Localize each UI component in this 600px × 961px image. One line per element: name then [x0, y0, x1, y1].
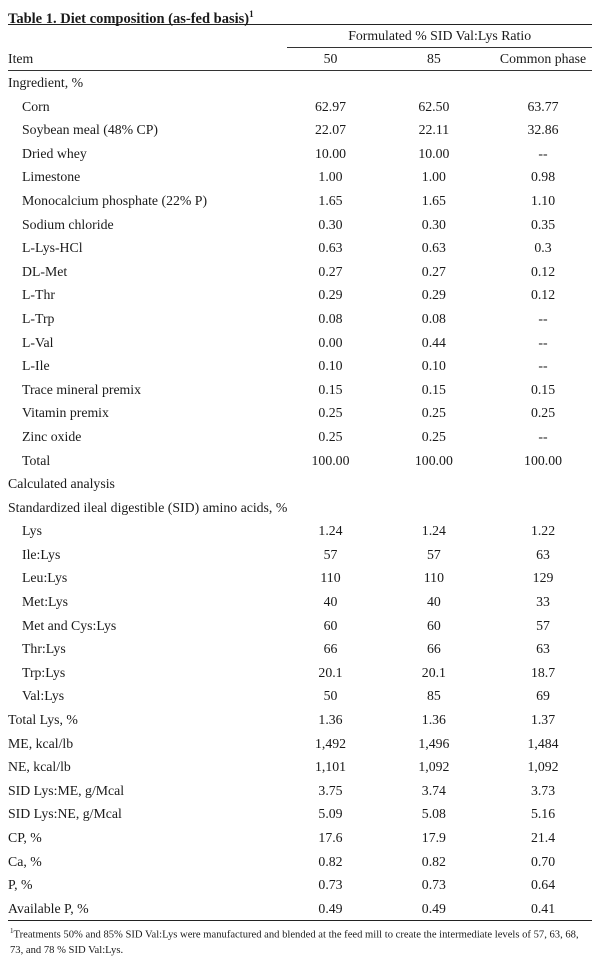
cell-value-common-phase: 63.77 [527, 98, 559, 114]
row-label: Trace mineral premix [22, 381, 142, 397]
cell-value-85 [374, 496, 494, 520]
cell-value-common-phase: 1.37 [530, 712, 556, 728]
table-row [8, 236, 592, 260]
cell-value-50: 0.00 [318, 334, 343, 350]
section-label: Ingredient, % [8, 75, 84, 90]
row-label: Monocalcium phosphate (22% P) [22, 192, 208, 208]
row-label: L-Trp [22, 310, 55, 326]
table-row [8, 283, 592, 307]
cell-value-50: 50 [323, 688, 338, 704]
cell-value-50: 60 [323, 617, 338, 633]
cell-value-85: 1,092 [418, 759, 450, 775]
row-label: SID Lys:NE, g/Mcal [8, 806, 122, 822]
table-row [8, 566, 592, 590]
row-label: Total [22, 452, 51, 468]
table-row [8, 684, 592, 708]
cell-value-50: 0.25 [318, 428, 343, 444]
cell-value-50: 0.29 [318, 287, 343, 303]
table-row [8, 401, 592, 425]
table-row [8, 897, 592, 921]
cell-value-common-phase: -- [538, 334, 548, 350]
row-label: Val:Lys [22, 688, 65, 704]
cell-value-50: 22.07 [314, 122, 347, 138]
column-header-50: 50 [287, 48, 373, 71]
cell-value-85 [374, 71, 494, 95]
title-footnote-marker: 1 [249, 9, 254, 19]
cell-value-85 [374, 472, 494, 496]
cell-value-85: 0.27 [421, 263, 446, 279]
group-header-empty [8, 25, 287, 48]
cell-value-50: 0.25 [318, 405, 343, 421]
row-label: ME, kcal/lb [8, 735, 74, 751]
table-row [8, 708, 592, 732]
cell-value-50: 0.15 [318, 381, 343, 397]
cell-value-85: 0.10 [421, 358, 446, 374]
table-row [8, 95, 592, 119]
column-header-item: Item [8, 48, 287, 71]
table-row [8, 378, 592, 402]
table-row [8, 331, 592, 355]
table-row [8, 543, 592, 567]
cell-value-85: 10.00 [418, 145, 450, 161]
table-title: Table 1. Diet composition (as-fed basis) [8, 10, 250, 27]
cell-value-85: 62.50 [418, 98, 450, 114]
cell-value-common-phase: -- [538, 310, 548, 326]
cell-value-common-phase: 63 [536, 641, 550, 657]
cell-value-85: 0.82 [421, 853, 446, 869]
row-label: L-Val [22, 334, 54, 350]
cell-value-common-phase: 1.22 [530, 523, 556, 539]
cell-value-common-phase: 0.12 [530, 287, 556, 303]
cell-value-50: 1.65 [318, 192, 343, 208]
table-row [8, 614, 592, 638]
cell-value-85: 3.74 [421, 782, 446, 798]
cell-value-85: 0.15 [421, 381, 446, 397]
cell-value-50: 20.1 [318, 664, 343, 680]
section-label: Standardized ileal digestible (SID) amino acids, % [8, 499, 288, 515]
table-footnote [8, 924, 592, 958]
cell-value-85: 22.11 [418, 122, 450, 138]
row-label: L-Ile [22, 358, 50, 374]
row-label: L-Lys-HCl [22, 240, 83, 256]
cell-value-common-phase: 0.64 [530, 877, 556, 893]
cell-value-common-phase: 5.16 [530, 806, 556, 822]
table-row [8, 142, 592, 166]
section-header-row [8, 71, 592, 95]
cell-value-common-phase: 0.70 [530, 853, 556, 869]
cell-value-common-phase: 21.4 [530, 830, 556, 845]
table-row [8, 189, 592, 213]
table-row [8, 802, 592, 826]
cell-value-50: 10.00 [314, 145, 347, 161]
cell-value-85: 40 [426, 594, 441, 610]
cell-value-common-phase: 32.86 [527, 122, 559, 138]
table-row [8, 260, 592, 284]
row-label: Soybean meal (48% CP) [22, 122, 159, 138]
table-row [8, 779, 592, 803]
row-label: DL-Met [22, 263, 68, 279]
row-label: L-Thr [22, 287, 55, 303]
table-row [8, 637, 592, 661]
cell-value-common-phase: 0.41 [494, 897, 592, 921]
table-row [8, 213, 592, 237]
cell-value-50: 0.49 [287, 897, 373, 921]
cell-value-50: 1,101 [314, 759, 347, 775]
cell-value-85: 0.25 [421, 405, 446, 421]
row-label: Zinc oxide [22, 428, 82, 444]
cell-value-common-phase: 3.73 [530, 782, 556, 798]
cell-value-common-phase: 69 [536, 688, 550, 704]
cell-value-50: 62.97 [314, 98, 347, 114]
table-row [8, 165, 592, 189]
cell-value-85: 0.44 [421, 334, 446, 350]
row-label: CP, % [8, 830, 42, 845]
table-row [8, 425, 592, 449]
column-header-common-phase: Common phase [494, 48, 592, 71]
row-label: Dried whey [22, 145, 87, 161]
table-row [8, 850, 592, 874]
table-row [8, 519, 592, 543]
cell-value-common-phase: 0.15 [530, 381, 556, 397]
cell-value-50: 3.75 [318, 782, 343, 798]
column-header-row [8, 48, 592, 71]
cell-value-85: 20.1 [421, 664, 446, 680]
cell-value-85: 0.73 [421, 877, 446, 893]
cell-value-85: 60 [426, 617, 441, 633]
section-label: Calculated analysis [8, 476, 115, 492]
cell-value-85: 0.49 [374, 897, 494, 921]
cell-value-common-phase: 100.00 [524, 452, 562, 468]
cell-value-85: 85 [426, 688, 441, 704]
cell-value-50: 40 [323, 594, 338, 610]
table-body [8, 71, 592, 921]
cell-value-50: 0.82 [318, 853, 343, 869]
row-label: Met:Lys [22, 594, 68, 610]
cell-value-85: 1.00 [421, 169, 446, 185]
row-label: Lys [22, 523, 42, 539]
column-header-85: 85 [374, 48, 494, 71]
table-row [8, 873, 592, 897]
cell-value-85: 5.08 [421, 806, 446, 822]
row-label: Thr:Lys [22, 641, 66, 657]
row-label: Ile:Lys [22, 546, 61, 562]
cell-value-50: 1.24 [318, 523, 343, 539]
cell-value-50: 17.6 [318, 830, 343, 845]
diet-composition-table [8, 24, 592, 921]
cell-value-common-phase: 1.10 [530, 192, 556, 208]
cell-value-50: 66 [323, 641, 338, 657]
cell-value-common-phase: 1,484 [527, 735, 559, 751]
cell-value-50: 0.63 [318, 240, 343, 256]
cell-value-common-phase: 63 [536, 546, 550, 562]
cell-value-common-phase [494, 472, 592, 496]
row-label: Ca, % [8, 853, 42, 869]
cell-value-85: 57 [426, 546, 441, 562]
cell-value-50 [287, 71, 373, 95]
cell-value-50: 0.73 [318, 877, 343, 893]
row-label: Leu:Lys [22, 570, 68, 586]
row-label: Total Lys, % [8, 712, 78, 728]
cell-value-50: 0.08 [318, 310, 343, 326]
cell-value-85: 0.30 [421, 216, 446, 232]
footnote-marker: 1 [10, 927, 14, 936]
cell-value-50 [287, 472, 373, 496]
cell-value-common-phase: 0.25 [530, 405, 556, 421]
cell-value-common-phase: 57 [536, 617, 550, 633]
cell-value-50: 0.30 [318, 216, 343, 232]
footnote-text: Treatments 50% and 85% SID Val:Lys were manufactured and blended at the feed mill to create the intermediate levels of 57, 63, 68, 73, and 78 % SID Val:Lys. [10, 929, 579, 956]
table-row [8, 590, 592, 614]
cell-value-common-phase: 0.98 [530, 169, 556, 185]
row-label: Vitamin premix [22, 405, 109, 421]
table-row [8, 732, 592, 756]
cell-value-common-phase: 0.3 [534, 240, 552, 256]
group-header: Formulated % SID Val:Lys Ratio [287, 25, 592, 48]
cell-value-common-phase: 0.35 [530, 216, 556, 232]
group-header-row [8, 25, 592, 48]
cell-value-50: 110 [320, 570, 341, 586]
cell-value-common-phase [494, 496, 592, 520]
cell-value-50 [287, 496, 373, 520]
cell-value-85: 0.25 [421, 428, 446, 444]
cell-value-85: 0.29 [421, 287, 446, 303]
table-row [8, 449, 592, 473]
cell-value-50: 0.27 [318, 263, 343, 279]
cell-value-85: 1,496 [418, 735, 450, 751]
row-label: Limestone [22, 169, 81, 185]
section-header-row [8, 472, 592, 496]
cell-value-common-phase: 33 [536, 594, 550, 610]
cell-value-50: 1,492 [314, 735, 347, 751]
cell-value-common-phase [494, 71, 592, 95]
cell-value-85: 100.00 [414, 452, 453, 468]
cell-value-common-phase: 129 [532, 570, 554, 586]
cell-value-50: 0.10 [318, 358, 343, 374]
cell-value-50: 1.36 [318, 712, 343, 728]
table-row [8, 826, 592, 850]
cell-value-common-phase: 18.7 [530, 664, 556, 680]
cell-value-85: 1.36 [421, 712, 446, 728]
row-label: Trp:Lys [22, 664, 66, 680]
cell-value-50: 100.00 [311, 452, 350, 468]
cell-value-common-phase: -- [538, 145, 548, 161]
cell-value-common-phase: -- [538, 358, 548, 374]
cell-value-85: 66 [426, 641, 441, 657]
cell-value-common-phase: -- [538, 428, 548, 444]
section-header-row [8, 496, 592, 520]
table-row [8, 755, 592, 779]
cell-value-50: 5.09 [318, 806, 343, 822]
table-row [8, 307, 592, 331]
table-row [8, 661, 592, 685]
table-caption [8, 4, 592, 27]
cell-value-85: 1.24 [421, 523, 446, 539]
row-label: NE, kcal/lb [8, 759, 71, 775]
cell-value-50: 57 [323, 546, 338, 562]
cell-value-common-phase: 0.12 [530, 263, 556, 279]
table-row [8, 354, 592, 378]
row-label: Sodium chloride [22, 216, 114, 232]
row-label: Corn [22, 98, 50, 114]
row-label: SID Lys:ME, g/Mcal [8, 782, 125, 798]
row-label: Available P, % [8, 897, 287, 921]
table-row [8, 118, 592, 142]
row-label: Met and Cys:Lys [22, 617, 117, 633]
cell-value-85: 0.63 [421, 240, 446, 256]
cell-value-85: 1.65 [421, 192, 446, 208]
cell-value-50: 1.00 [318, 169, 343, 185]
row-label: P, % [8, 877, 33, 893]
cell-value-85: 17.9 [421, 830, 446, 845]
cell-value-common-phase: 1,092 [527, 759, 559, 775]
cell-value-85: 110 [423, 570, 444, 586]
cell-value-85: 0.08 [421, 310, 446, 326]
